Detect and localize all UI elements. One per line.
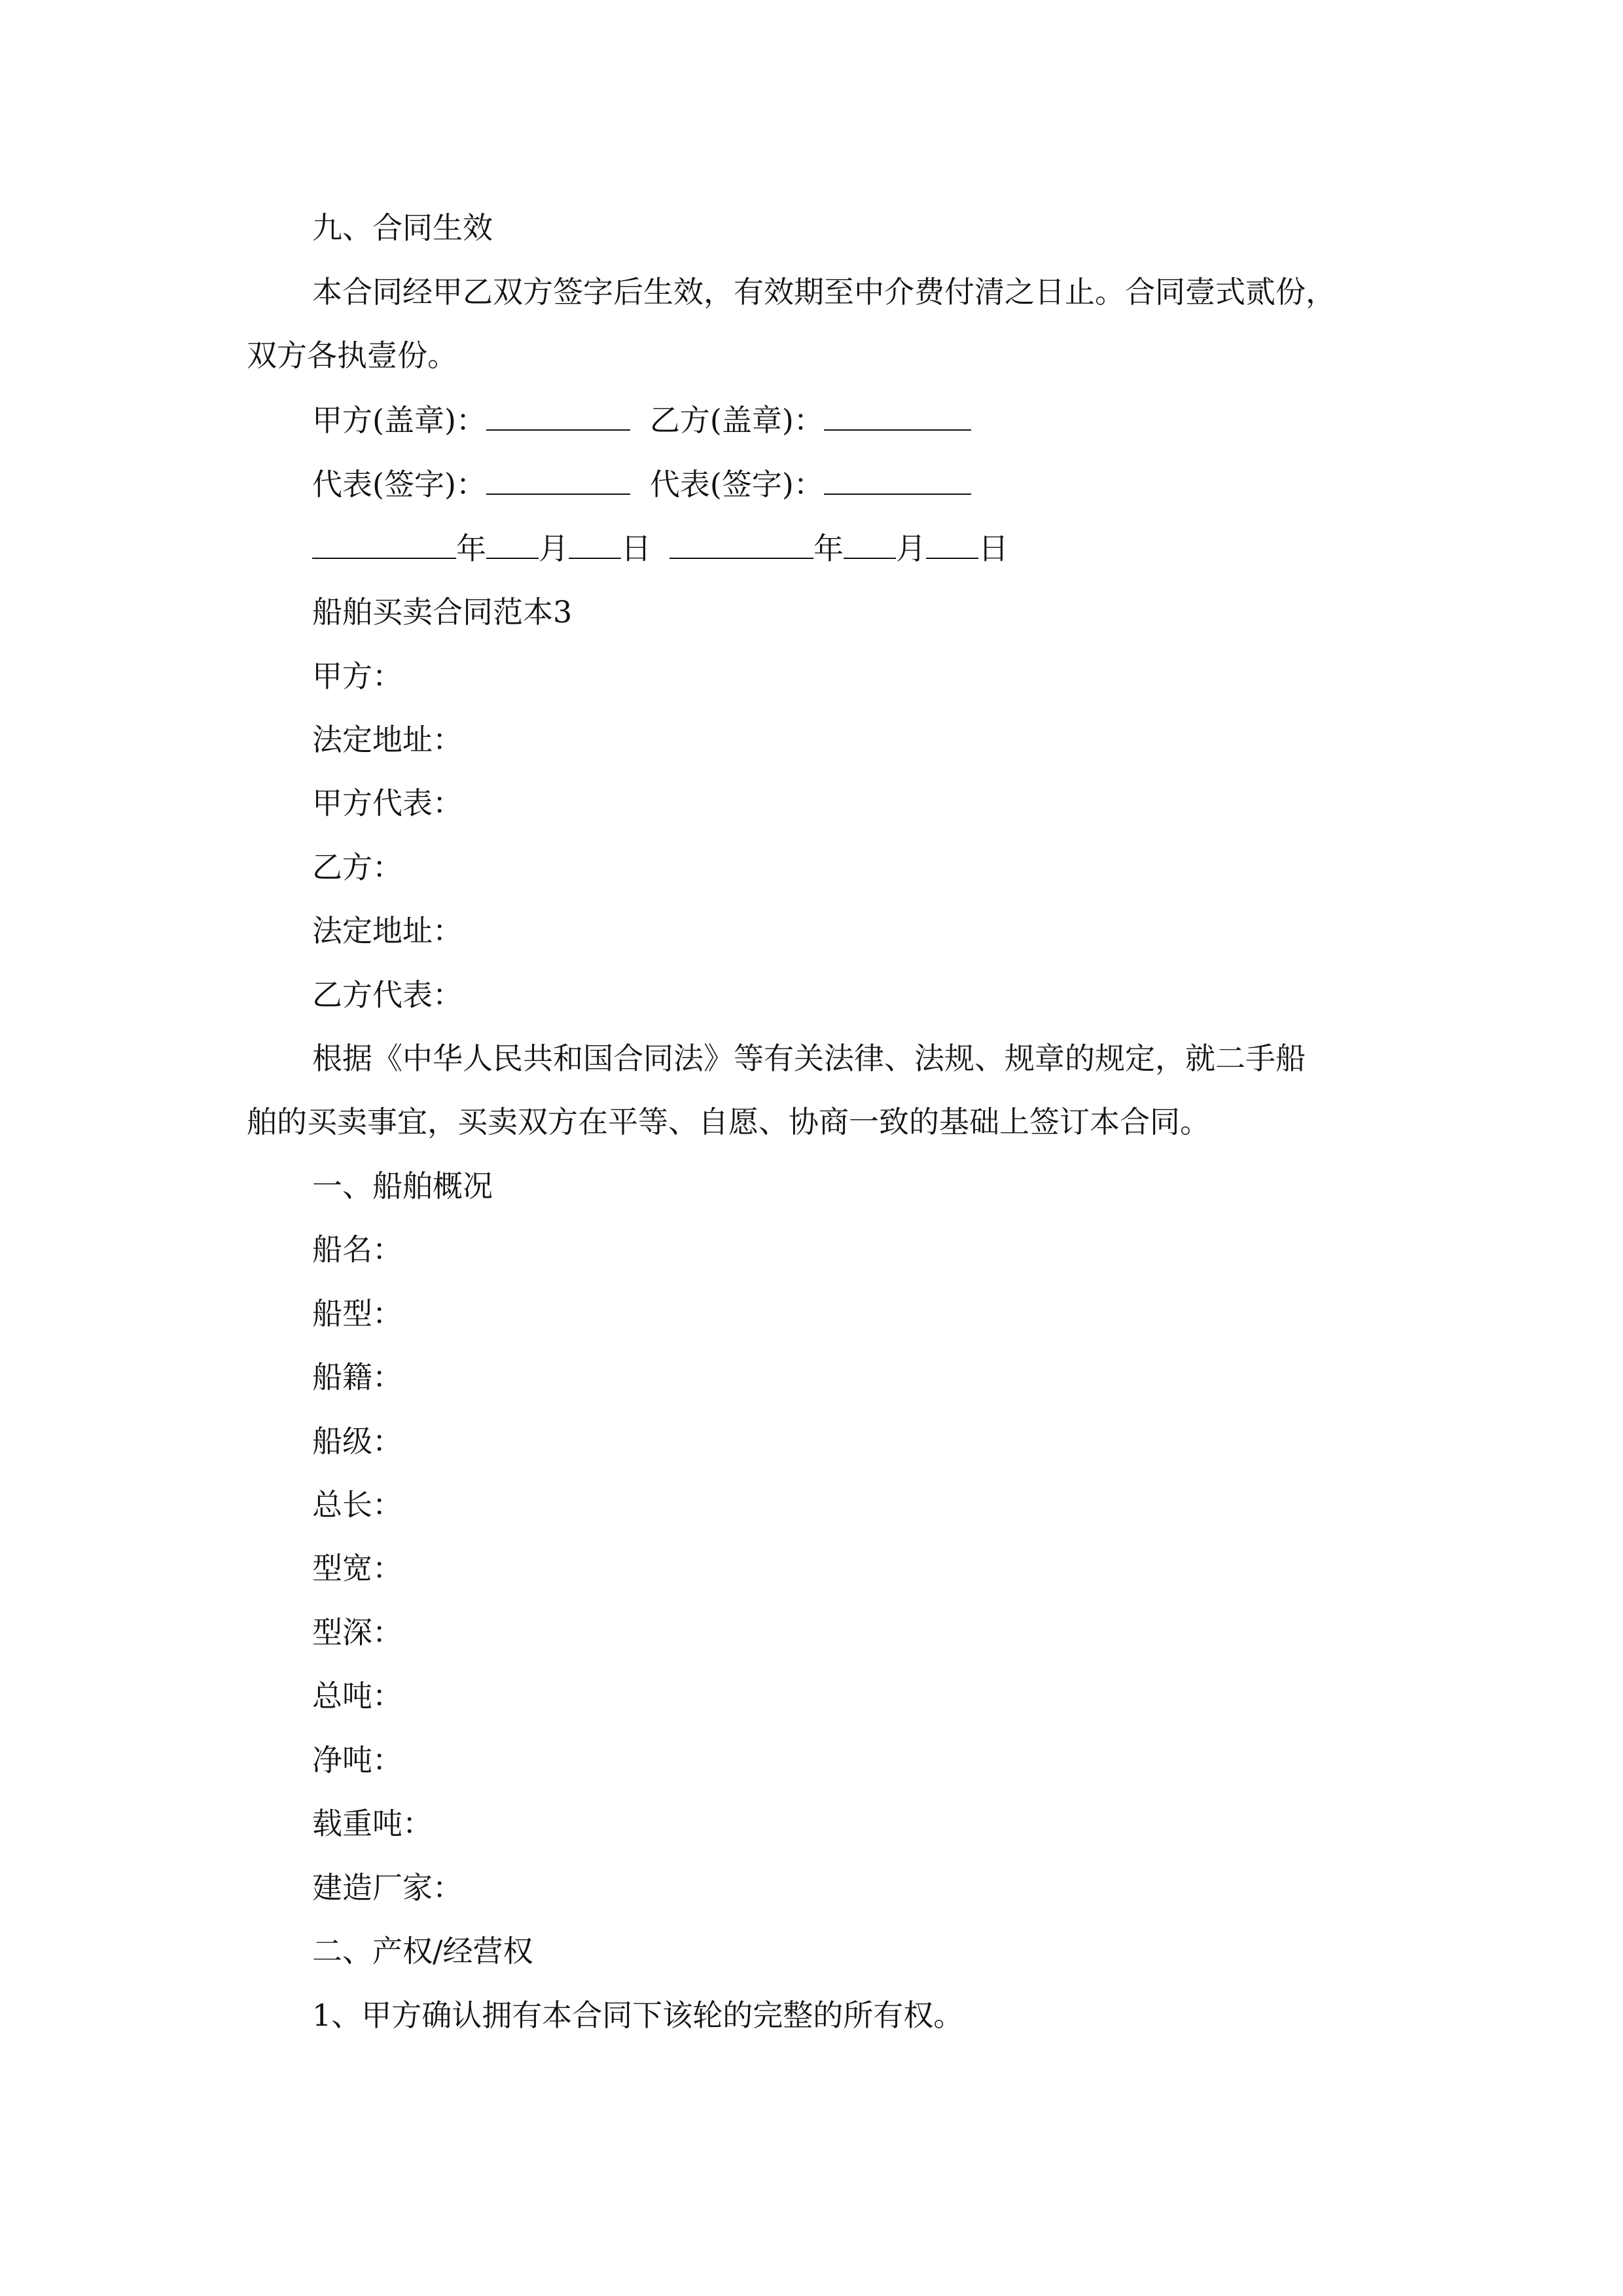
section-9-paragraph-line-1: 本合同经甲乙双方签字后生效，有效期至中介费付清之日止。合同壹式贰份， bbox=[312, 274, 1336, 310]
ship-field-depth: 型深： bbox=[312, 1615, 402, 1650]
date-b-month-blank bbox=[844, 529, 896, 559]
party-b-address-label: 法定地址： bbox=[312, 913, 463, 948]
representative-b-blank bbox=[824, 465, 971, 495]
date-b-day-label: 日 bbox=[978, 531, 1008, 566]
ship-field-registry: 船籍： bbox=[312, 1359, 402, 1395]
intro-paragraph-line-2: 舶的买卖事宜，买卖双方在平等、自愿、协商一致的基础上签订本合同。 bbox=[247, 1104, 1210, 1139]
party-a-representative-label: 甲方代表： bbox=[312, 785, 463, 821]
date-a-month-blank bbox=[486, 529, 539, 559]
section-2-item-1: 1、甲方确认拥有本合同下该轮的完整的所有权。 bbox=[312, 1998, 964, 2033]
ship-field-length: 总长： bbox=[312, 1487, 402, 1522]
section-9-heading: 九、合同生效 bbox=[312, 210, 493, 245]
date-a-year-label: 年 bbox=[456, 531, 486, 566]
section-1-heading: 一、船舶概况 bbox=[312, 1168, 493, 1204]
date-b-year-blank bbox=[669, 529, 813, 559]
date-a-year-blank bbox=[312, 529, 456, 559]
representative-line bbox=[312, 465, 971, 504]
section-2-heading: 二、产权/经营权 bbox=[312, 1933, 533, 1969]
representative-a-blank bbox=[486, 465, 630, 495]
date-a-day-blank bbox=[569, 529, 621, 559]
ship-field-deadweight: 载重吨： bbox=[312, 1806, 433, 1841]
party-a-label: 甲方： bbox=[312, 658, 402, 694]
date-line bbox=[312, 529, 1008, 568]
contract-title: 船舶买卖合同范本3 bbox=[312, 594, 573, 630]
date-b-year-label: 年 bbox=[813, 531, 844, 566]
ship-field-builder: 建造厂家： bbox=[312, 1870, 463, 1905]
party-b-seal-blank bbox=[824, 401, 971, 431]
date-b-day-blank bbox=[926, 529, 978, 559]
party-a-seal-blank bbox=[486, 401, 630, 431]
ship-field-breadth: 型宽： bbox=[312, 1551, 402, 1586]
party-a-seal-label: 甲方(盖章)： bbox=[312, 403, 486, 438]
ship-field-net-tonnage: 净吨： bbox=[312, 1742, 402, 1778]
party-b-seal-label: 乙方(盖章)： bbox=[649, 403, 824, 438]
date-a-month-label: 月 bbox=[539, 531, 569, 566]
representative-b-label: 代表(签字)： bbox=[649, 467, 824, 502]
date-b-month-label: 月 bbox=[896, 531, 926, 566]
section-9-paragraph-line-2: 双方各执壹份。 bbox=[247, 338, 457, 373]
date-a-day-label: 日 bbox=[621, 531, 651, 566]
party-a-address-label: 法定地址： bbox=[312, 722, 463, 757]
ship-field-type: 船型： bbox=[312, 1296, 402, 1331]
seal-line bbox=[312, 401, 971, 440]
ship-field-name: 船名： bbox=[312, 1232, 402, 1267]
intro-paragraph-line-1: 根据《中华人民共和国合同法》等有关法律、法规、规章的规定，就二手船 bbox=[312, 1041, 1306, 1076]
ship-field-class: 船级： bbox=[312, 1424, 402, 1459]
representative-a-label: 代表(签字)： bbox=[312, 467, 486, 502]
party-b-representative-label: 乙方代表： bbox=[312, 977, 463, 1013]
party-b-label: 乙方： bbox=[312, 850, 402, 885]
ship-field-gross-tonnage: 总吨： bbox=[312, 1678, 402, 1713]
